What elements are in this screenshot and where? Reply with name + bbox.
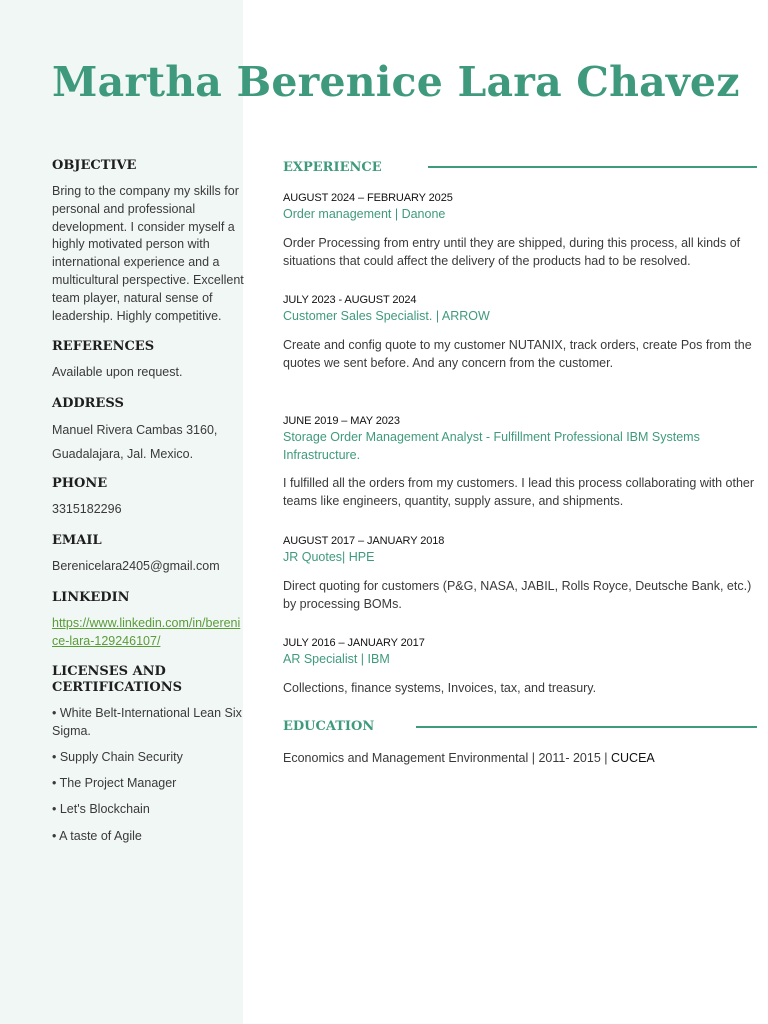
references-text: Available upon request. [52, 365, 183, 380]
references-heading: REFERENCES [52, 339, 155, 355]
address-section [52, 396, 244, 466]
job-entry [283, 292, 757, 372]
job-date: JUNE 2019 – MAY 2023 [283, 414, 400, 427]
license-item: • A taste of Agile [52, 828, 142, 843]
phone-heading: PHONE [52, 476, 108, 492]
job-entry [283, 635, 757, 698]
licenses-heading: LICENSES AND CERTIFICATIONS [52, 664, 182, 696]
references-section [52, 339, 244, 382]
objective-section [52, 158, 244, 325]
licenses-section [52, 664, 244, 845]
main-content [283, 158, 757, 768]
email-heading: EMAIL [52, 532, 102, 548]
address-line-1: Manuel Rivera Cambas 3160, [52, 423, 218, 438]
experience-divider [428, 166, 757, 168]
objective-text: Bring to the company my skills for personal and professional development. I consider myself a highly motivated person with international experience and a multicultural perspective. Excellent team player, natural sense of leadership. Highly competitive. [52, 184, 244, 323]
job-description: Collections, finance systems, Invoices, tax, and treasury. [283, 681, 597, 696]
candidate-name: Martha Berenice Lara Chavez [52, 58, 740, 106]
license-item: • White Belt-International Lean Six Sigma. [52, 706, 242, 739]
job-title: Storage Order Management Analyst - Fulfillment Professional IBM Systems Infrastructure. [283, 429, 700, 462]
education-school: CUCEA [610, 750, 655, 765]
job-date: AUGUST 2017 – JANUARY 2018 [283, 534, 445, 547]
job-entry [283, 533, 757, 613]
linkedin-heading: LINKEDIN [52, 589, 130, 605]
objective-heading: OBJECTIVE [52, 158, 137, 173]
address-line-2: Guadalajara, Jal. Mexico. [52, 447, 194, 462]
experience-header [283, 158, 757, 176]
job-date: AUGUST 2024 – FEBRUARY 2025 [283, 192, 453, 204]
email-section [52, 533, 244, 576]
job-date: JULY 2016 – JANUARY 2017 [283, 637, 425, 650]
license-item: • Let's Blockchain [52, 802, 150, 817]
education-divider [416, 726, 757, 728]
job-description: Order Processing from entry until they are shipped, during this process, all kinds of situations that could affect the delivery of the products had to be resolved. [283, 235, 741, 268]
license-item: • Supply Chain Security [52, 750, 183, 765]
job-description: Direct quoting for customers (P&G, NASA, JABIL, Rolls Royce, Deutsche Bank, etc.) by processing BOMs. [283, 578, 752, 611]
linkedin-section [52, 590, 244, 651]
job-title: Order management | Danone [283, 207, 446, 221]
sidebar [52, 158, 244, 859]
education-details: Economics and Management Environmental | 2011- 2015 | [283, 750, 611, 765]
job-title: JR Quotes| HPE [283, 549, 375, 564]
job-title: Customer Sales Specialist. | ARROW [283, 309, 490, 324]
phone-number: 3315182296 [52, 502, 122, 517]
address-heading: ADDRESS [52, 396, 124, 412]
license-item: • The Project Manager [52, 776, 177, 791]
job-description: Create and config quote to my customer NUTANIX, track orders, create Pos from the quotes we sent before. And any concern from the customer. [283, 338, 752, 370]
phone-section [52, 476, 244, 519]
education-entry [283, 750, 757, 768]
job-description: I fulfilled all the orders from my customers. I lead this process collaborating with other teams like engineers, quantity, supply assure, and shipments. [283, 476, 755, 509]
job-date: JULY 2023 - AUGUST 2024 [283, 294, 417, 307]
linkedin-link[interactable]: https://www.linkedin.com/in/berenice-lara-129246107/ [52, 615, 241, 648]
education-header [283, 718, 757, 736]
licenses-list [52, 705, 244, 845]
job-entry [283, 190, 757, 270]
email-address: Berenicelara2405@gmail.com [52, 558, 220, 573]
job-title: AR Specialist | IBM [283, 652, 390, 667]
education-heading: EDUCATION [283, 719, 375, 735]
experience-heading: EXPERIENCE [283, 159, 382, 175]
job-entry [283, 413, 757, 511]
